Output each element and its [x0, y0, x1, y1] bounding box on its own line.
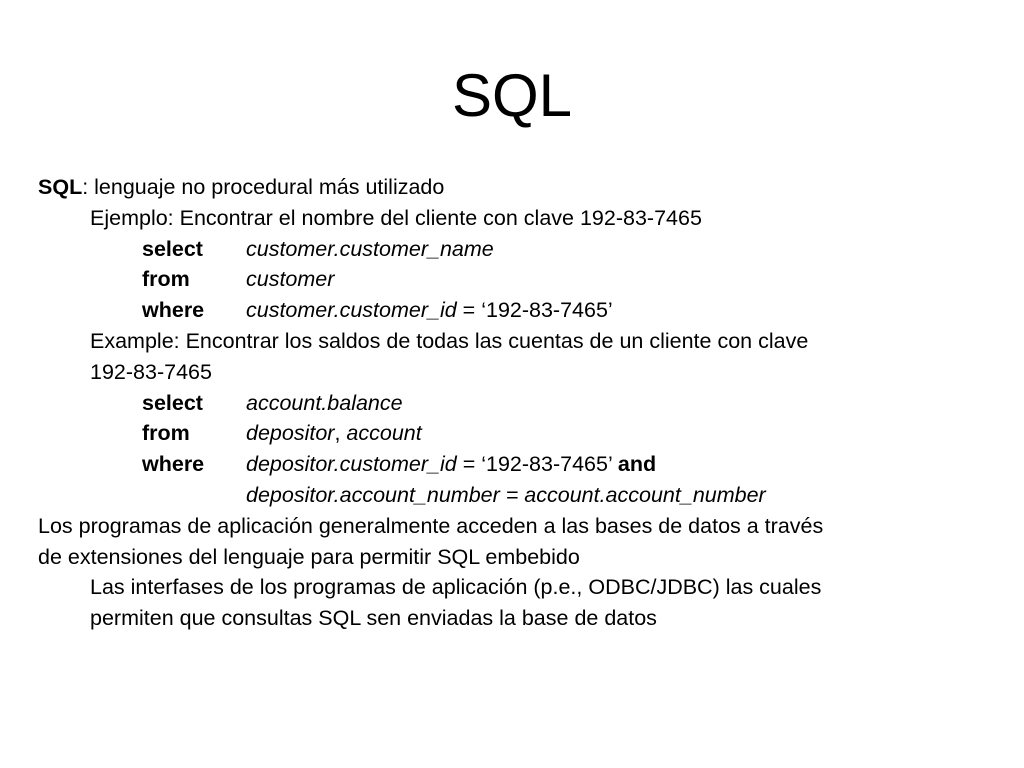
example2-select-line: [38, 388, 998, 419]
example1-select-line: [38, 234, 998, 265]
from-keyword: from: [142, 421, 190, 446]
select-value: customer.customer_name: [246, 236, 494, 261]
select-value: account.balance: [246, 390, 403, 415]
apps-line2: de extensiones del lenguaje para permitir SQL embebido: [38, 544, 580, 569]
from-value: customer: [246, 267, 335, 292]
apps-sub-line1: Las interfases de los programas de aplicación (p.e., ODBC/JDBC) las cuales: [90, 575, 822, 600]
where-field: customer.customer_id: [246, 298, 457, 323]
where-keyword: where: [142, 298, 205, 323]
example2-from-line: [38, 418, 998, 449]
from-keyword: from: [142, 267, 190, 292]
where-keyword: where: [142, 452, 205, 477]
where-condition: = ‘192-83-7465’: [456, 298, 613, 323]
intro-line: [38, 172, 998, 203]
apps-sub-line2: permiten que consultas SQL sen enviadas la base de datos: [90, 606, 657, 631]
example2-where-continuation: depositor.account_number = account.account_number: [246, 482, 766, 507]
example1-from-line: [38, 264, 998, 295]
from-value-2: account: [346, 421, 422, 446]
apps-line1: Los programas de aplicación generalmente acceden a las bases de datos a través: [38, 513, 824, 538]
where-condition: = ‘192-83-7465’: [456, 452, 618, 477]
slide-body: [38, 172, 998, 634]
where-field: depositor.customer_id: [246, 452, 457, 477]
example2-heading-line2: 192-83-7465: [90, 359, 212, 384]
sql-definition: : lenguaje no procedural más utilizado: [82, 175, 445, 199]
select-keyword: select: [142, 390, 203, 415]
slide-title: SQL: [451, 62, 573, 129]
example2-heading-line1: Example: Encontrar los saldos de todas las cuentas de un cliente con clave: [90, 328, 809, 353]
from-value-1: depositor: [246, 421, 335, 446]
example1-heading: Ejemplo: Encontrar el nombre del cliente con clave 192-83-7465: [90, 205, 702, 230]
from-separator: ,: [334, 421, 347, 446]
example1-where-line: [38, 295, 998, 326]
example2-where-line: [38, 449, 998, 480]
select-keyword: select: [142, 236, 203, 261]
and-keyword: and: [617, 452, 657, 477]
sql-term: SQL: [38, 175, 83, 199]
